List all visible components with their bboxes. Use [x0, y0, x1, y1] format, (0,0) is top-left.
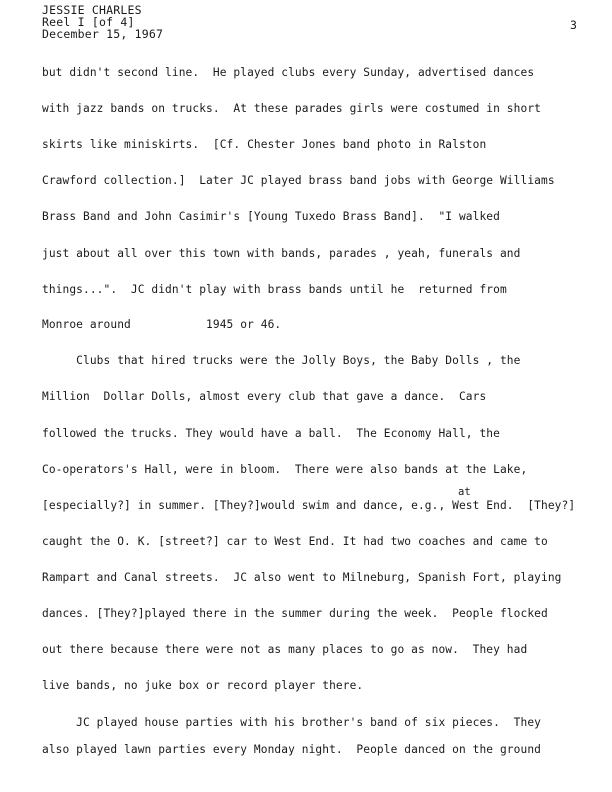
body-line: just about all over this town with bands, parades , yeah, funerals and	[42, 247, 521, 260]
page-number: 3	[570, 18, 577, 32]
body-line: also played lawn parties every Monday night. People danced on the ground	[42, 743, 541, 756]
body-line: out there because there were not as many places to go as now. They had	[42, 643, 528, 656]
body-line: Co-operators's Hall, were in bloom. There were also bands at the Lake,	[42, 463, 528, 476]
body-line: caught the O. K. [street?] car to West End. It had two coaches and came to	[42, 535, 548, 548]
body-line: dances. [They?]played there in the summer during the week. People flocked	[42, 607, 548, 620]
header-date: December 15, 1967	[42, 27, 164, 41]
header-reel: Reel I [of 4]	[42, 15, 135, 29]
body-line: but didn't second line. He played clubs every Sunday, advertised dances	[42, 66, 535, 79]
body-line: Monroe around 1945 or 46.	[42, 318, 282, 331]
body-line: with jazz bands on trucks. At these parades girls were costumed in short	[42, 102, 541, 115]
document-header	[42, 4, 163, 40]
body-line: [especially?] in summer. [They?]would swim and dance, e.g., West End. [They?]	[42, 499, 576, 512]
body-line: Million Dollar Dolls, almost every club that gave a dance. Cars	[42, 390, 487, 403]
body-line: skirts like miniskirts. [Cf. Chester Jones band photo in Ralston	[42, 138, 487, 151]
body-line: JC played house parties with his brother's band of six pieces. They	[42, 716, 541, 729]
body-line: Rampart and Canal streets. JC also went to Milneburg, Spanish Fort, playing	[42, 571, 562, 584]
body-line: things...". JC didn't play with brass bands until he returned from	[42, 283, 507, 296]
body-line: Crawford collection.] Later JC played brass band jobs with George Williams	[42, 174, 555, 187]
body-line: followed the trucks. They would have a ball. The Economy Hall, the	[42, 427, 500, 440]
body-line: live bands, no juke box or record player there.	[42, 679, 364, 692]
body-line: Clubs that hired trucks were the Jolly Boys, the Baby Dolls , the	[42, 354, 521, 367]
interlinear-note: at	[458, 486, 471, 498]
body-line: Brass Band and John Casimir's [Young Tuxedo Brass Band]. "I walked	[42, 210, 500, 223]
header-name: JESSIE CHARLES	[42, 3, 142, 17]
